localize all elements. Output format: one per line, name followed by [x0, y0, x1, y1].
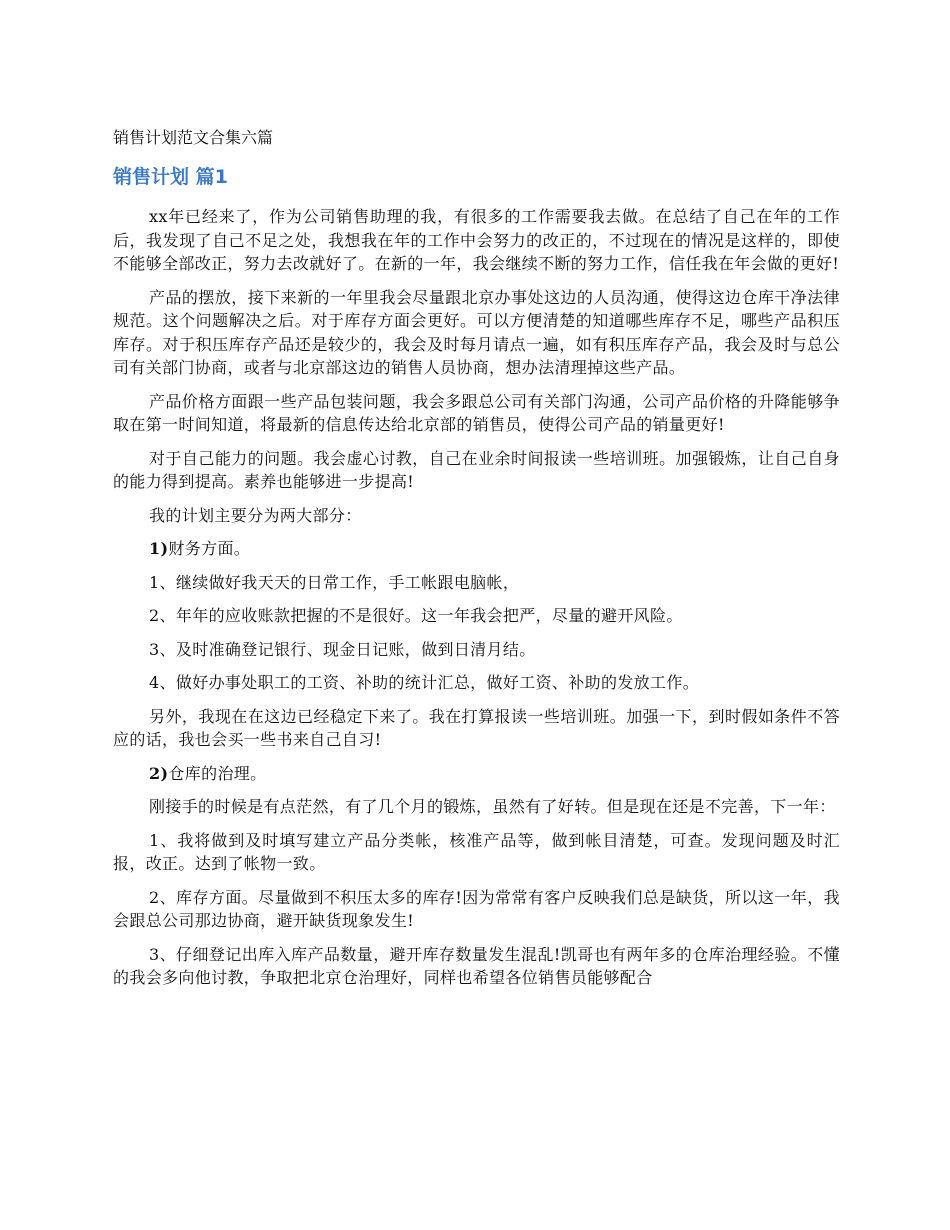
paragraph: xx年已经来了，作为公司销售助理的我，有很多的工作需要我去做。在总结了自己在年的工作后，我发现了自己不足之处，我想我在年的工作中会努力的改正的，不过现在的情况是这样的，即使不能够全部改正，努力去改就好了。在新的一年，我会继续不断的努力工作，信任我在年会做的更好!	[113, 207, 840, 273]
part-heading	[113, 762, 840, 786]
document-title: 销售计划范文合集六篇	[113, 128, 274, 147]
section-heading: 销售计划 篇1	[113, 166, 228, 188]
paragraph: 刚接手的时候是有点茫然，有了几个月的锻炼，虽然有了好转。但是现在还是不完善，下一年：	[149, 797, 836, 816]
part-number: 1)	[149, 539, 169, 558]
part-label: 财务方面。	[168, 539, 251, 558]
document-body	[113, 205, 840, 1000]
list-item: 3、及时准确登记银行、现金日记账，做到日清月结。	[149, 639, 536, 659]
list-item: 4、做好办事处职工的工资、补助的统计汇总，做好工资、补助的发放工作。	[149, 673, 700, 692]
part-number: 2)	[149, 763, 169, 783]
list-item: 2、年年的应收账款把握的不是很好。这一年我会把严，尽量的避开风险。	[149, 606, 683, 625]
list-item: 1、我将做到及时填写建立产品分类帐，核准产品等，做到帐目清楚，可查。发现问题及时汇报，改正。达到了帐物一致。	[113, 830, 840, 873]
list-item: 3、仔细登记出库入库产品数量，避开库存数量发生混乱!凯哥也有两年多的仓库治理经验。不懂的我会多向他讨教，争取把北京仓治理好，同样也希望各位销售员能够配合	[113, 944, 840, 987]
paragraph: 产品的摆放，接下来新的一年里我会尽量跟北京办事处这边的人员沟通，使得这边仓库干净法律规范。这个问题解决之后。对于库存方面会更好。可以方便清楚的知道哪些库存不足，哪些产品积压库存。对于积压库存产品还是较少的，我会及时每月请点一遍，如有积压库存产品，我会及时与总公司有关部门协商，或者与北京部这边的销售人员协商，想办法清理掉这些产品。	[113, 287, 840, 377]
part-label: 仓库的治理。	[168, 763, 267, 783]
paragraph: 产品价格方面跟一些产品包装问题，我会多跟总公司有关部门沟通，公司产品价格的升降能够争取在第一时间知道，将最新的信息传达给北京部的销售员，使得公司产品的销量更好!	[113, 391, 840, 434]
list-item: 1、继续做好我天天的日常工作，手工帐跟电脑帐，	[149, 572, 520, 592]
list-item: 2、库存方面。尽量做到不积压太多的库存!因为常常有客户反映我们总是缺货，所以这一年，我会跟总公司那边协商，避开缺货现象发生!	[113, 887, 840, 930]
paragraph: 另外，我现在在这边已经稳定下来了。我在打算报读一些培训班。加强一下，到时假如条件不答应的话，我也会买一些书来自己自习!	[113, 706, 840, 749]
paragraph: 对于自己能力的问题。我会虚心讨教，自己在业余时间报读一些培训班。加强锻炼，让自己自身的能力得到提高。素养也能够进一步提高!	[113, 448, 840, 491]
part-heading	[113, 537, 840, 561]
paragraph: 我的计划主要分为两大部分：	[149, 505, 362, 525]
